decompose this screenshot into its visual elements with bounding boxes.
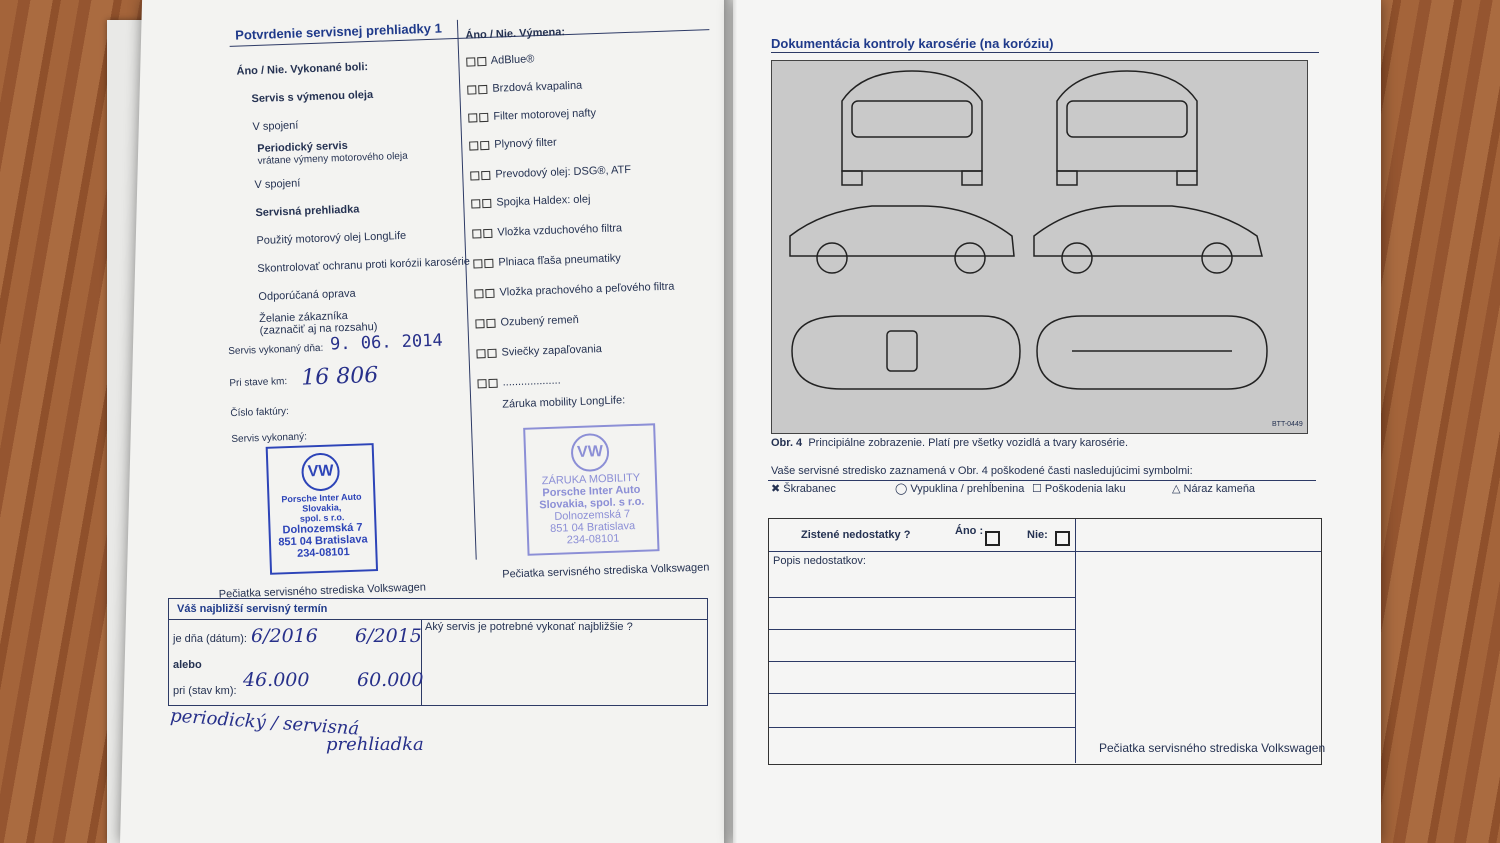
description-line <box>769 727 1075 728</box>
next-service-title: Váš najbližší servisný termín <box>177 603 328 615</box>
next-service-rule <box>169 619 707 620</box>
left-item: V spojení <box>252 119 299 134</box>
left-item: Skontrolovať ochranu proti korózii karosérie <box>257 255 471 276</box>
description-line <box>769 661 1075 662</box>
legend-intro: Vaše servisné stredisko zaznamená v Obr. 4 poškodené časti nasledujúcimi symbolmi: <box>771 465 1193 477</box>
car-outlines <box>772 61 1307 433</box>
right-item: Spojka Haldex: olej <box>471 193 591 209</box>
right-item: Vložka prachového a peľového filtra <box>474 281 674 300</box>
km-label: Pri stave km: <box>229 376 288 390</box>
defects-table <box>768 518 1326 765</box>
service-date-label: Servis vykonaný dňa: <box>228 342 324 358</box>
vw-logo-icon: VW <box>570 433 609 472</box>
car-front-view <box>1057 71 1197 185</box>
car-rear-view <box>842 71 982 185</box>
next-km-1: 46.000 <box>243 669 310 691</box>
stamp-caption-left: Pečiatka servisného strediska Volkswagen <box>218 581 427 601</box>
left-item: Periodický servis <box>257 139 348 155</box>
description-line <box>769 693 1075 694</box>
invoice-label: Číslo faktúry: <box>230 406 289 420</box>
description-label: Popis nedostatkov: <box>773 555 866 567</box>
vw-logo-icon: VW <box>301 452 340 491</box>
right-title-rule <box>771 52 1319 53</box>
right-item: Plynový filter <box>469 137 557 152</box>
next-date-1: 6/2016 <box>251 625 318 647</box>
service-done-label: Servis vykonaný: <box>231 431 308 446</box>
figure-caption: Obr. 4 Principiálne zobrazenie. Platí pre všetky vozidlá a tvary karosérie. <box>771 437 1129 449</box>
car-top-view <box>792 316 1020 389</box>
mobility-label: Záruka mobility LongLife: <box>502 394 626 411</box>
legend-scratch: ✖ Škrabanec <box>771 483 836 495</box>
service-confirmation-form <box>168 0 749 600</box>
yes-checkbox[interactable] <box>985 531 1000 546</box>
right-item: Sviečky zapaľovania <box>476 343 602 359</box>
right-item: Ozubený remeň <box>475 314 579 330</box>
description-line <box>769 629 1075 630</box>
car-side-right-view <box>1034 206 1262 273</box>
left-item: V spojení <box>254 177 301 192</box>
right-stamp-caption: Pečiatka servisného strediska Volkswagen <box>1099 741 1326 755</box>
next-service-question: Aký servis je potrebné vykonať najbližšie ? <box>425 621 633 633</box>
defects-label: Zistené nedostatky ? <box>801 529 911 541</box>
or-label: alebo <box>173 659 202 671</box>
left-item: Servis s výmenou oleja <box>251 88 374 106</box>
legend-dent: ◯ Vypuklina / prehĺbenina <box>895 483 1025 495</box>
km-value: 16 806 <box>300 362 379 391</box>
right-item: Filter motorovej nafty <box>468 107 596 123</box>
next-date-label: je dňa (dátum): <box>173 633 247 645</box>
no-checkbox[interactable] <box>1055 531 1070 546</box>
left-item: Želanie zákazníka <box>258 309 349 326</box>
no-label: Nie: <box>1027 529 1048 541</box>
right-column-header: Áno / Nie. Výmena: <box>465 26 566 42</box>
next-km-label: pri (stav km): <box>173 685 237 697</box>
right-item: Vložka vzduchového filtra <box>472 222 622 239</box>
defects-column-divider <box>1075 519 1076 763</box>
right-item: Prevodový olej: DSG®, ATF <box>470 164 631 182</box>
left-item: Servisná prehliadka <box>255 203 360 220</box>
right-item: AdBlue® <box>466 53 534 67</box>
legend-paint-damage: ☐ Poškodenia laku <box>1032 483 1126 495</box>
description-line <box>769 597 1075 598</box>
right-item: Brzdová kvapalina <box>467 80 582 96</box>
next-date-2: 6/2015 <box>355 625 422 647</box>
next-km-2: 60.000 <box>357 669 424 691</box>
left-item: Odporúčaná oprava <box>258 287 356 304</box>
right-page-title: Dokumentácia kontroly karosérie (na koróziu) <box>771 36 1054 51</box>
handwritten-note: periodický / servisná <box>169 705 360 740</box>
left-column-header: Áno / Nie. Vykonané boli: <box>236 61 369 78</box>
car-side-left-view <box>790 206 1014 273</box>
left-item: (zaznačiť aj na rozsahu) <box>259 320 378 338</box>
handwritten-note: prehliadka <box>326 734 424 755</box>
car-body-diagram <box>771 60 1308 434</box>
mobility-stamp: VW ZÁRUKA MOBILITY Porsche Inter Auto Slovakia, spol. s r.o. Dolnozemská 7 851 04 Bratislava 234-08101 <box>523 423 659 556</box>
left-item: Použitý motorový olej LongLife <box>256 229 407 248</box>
car-underbody-view <box>1037 316 1267 389</box>
form-title: Potvrdenie servisnej prehliadky 1 <box>235 20 443 43</box>
right-item: ................... <box>477 375 561 390</box>
service-date-value: 9. 06. 2014 <box>329 330 443 355</box>
right-item: Plniaca fľaša pneumatiky <box>473 252 621 269</box>
defects-row-rule <box>769 551 1321 552</box>
left-item: vrátane výmeny motorového oleja <box>257 150 408 167</box>
yes-label: Áno : <box>955 525 984 537</box>
legend-rule <box>768 480 1316 481</box>
legend-stone-chip: △ Náraz kameňa <box>1172 483 1256 495</box>
stamp-caption-right: Pečiatka servisného strediska Volkswagen <box>502 561 710 581</box>
diagram-code: BTT-0449 <box>1272 421 1303 428</box>
next-service-box <box>168 598 708 706</box>
service-stamp-left: VW Porsche Inter Auto Slovakia, spol. s r.o. Dolnozemská 7 851 04 Bratislava 234-08101 <box>266 443 378 575</box>
